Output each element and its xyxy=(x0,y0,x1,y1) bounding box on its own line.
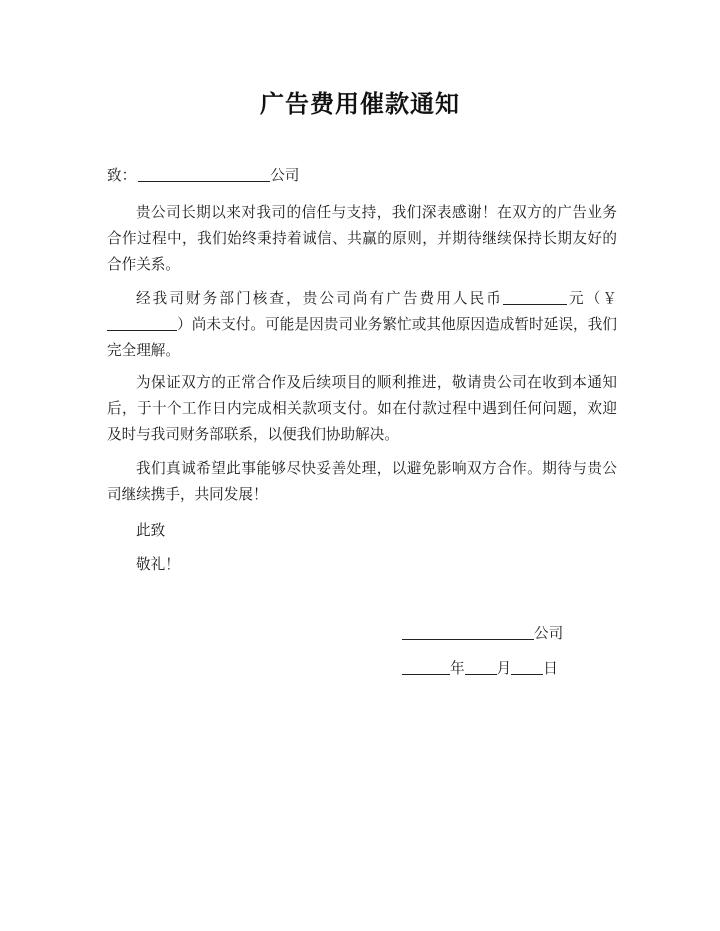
paragraph-closing-wish: 我们真诚希望此事能够尽快妥善处理，以避免影响双方合作。期待与贵公司继续携手，共同发展！ xyxy=(107,460,617,503)
recipient-blank xyxy=(138,167,270,182)
recipient-prefix: 致： xyxy=(107,167,137,184)
year-blank xyxy=(402,660,450,675)
rmb-amount-blank xyxy=(503,290,567,305)
amount-text-2: 元（￥ xyxy=(566,290,617,307)
day-blank xyxy=(511,660,543,675)
amount-text-3: ）尚未支付。可能是因贵司业务繁忙或其他原因造成暂时延误，我们完全理解。 xyxy=(107,316,617,359)
day-label: 日 xyxy=(543,660,558,677)
paragraph-gratitude: 贵公司长期以来对我司的信任与支持，我们深表感谢！在双方的广告业务合作过程中，我们始终秉持着诚信、共赢的原则，并期待继续保持长期友好的合作关系。 xyxy=(107,204,617,273)
signature-company-blank xyxy=(402,625,534,640)
closing-line-2: 敬礼！ xyxy=(136,556,180,573)
year-label: 年 xyxy=(450,660,465,677)
yen-amount-blank xyxy=(107,316,177,331)
paragraph-payment-request: 为保证双方的正常合作及后续项目的顺利推进，敬请贵公司在收到本通知后，于十个工作日内完成相关款项支付。如在付款过程中遇到任何问题，欢迎及时与我司财务部联系，以便我们协助解决。 xyxy=(107,374,617,443)
paragraph-outstanding-amount xyxy=(107,286,617,364)
recipient-line xyxy=(107,163,617,189)
signature-date xyxy=(402,656,558,682)
page-title: 广告费用催款通知 xyxy=(260,90,460,118)
amount-text-1: 经我司财务部门核查，贵公司尚有广告费用人民币 xyxy=(136,290,503,307)
signature-company-suffix: 公司 xyxy=(534,625,564,642)
closing-line-1: 此致 xyxy=(136,522,166,539)
month-label: 月 xyxy=(496,660,512,677)
month-blank xyxy=(465,660,497,675)
recipient-suffix: 公司 xyxy=(270,167,300,184)
signature-company xyxy=(402,621,563,647)
